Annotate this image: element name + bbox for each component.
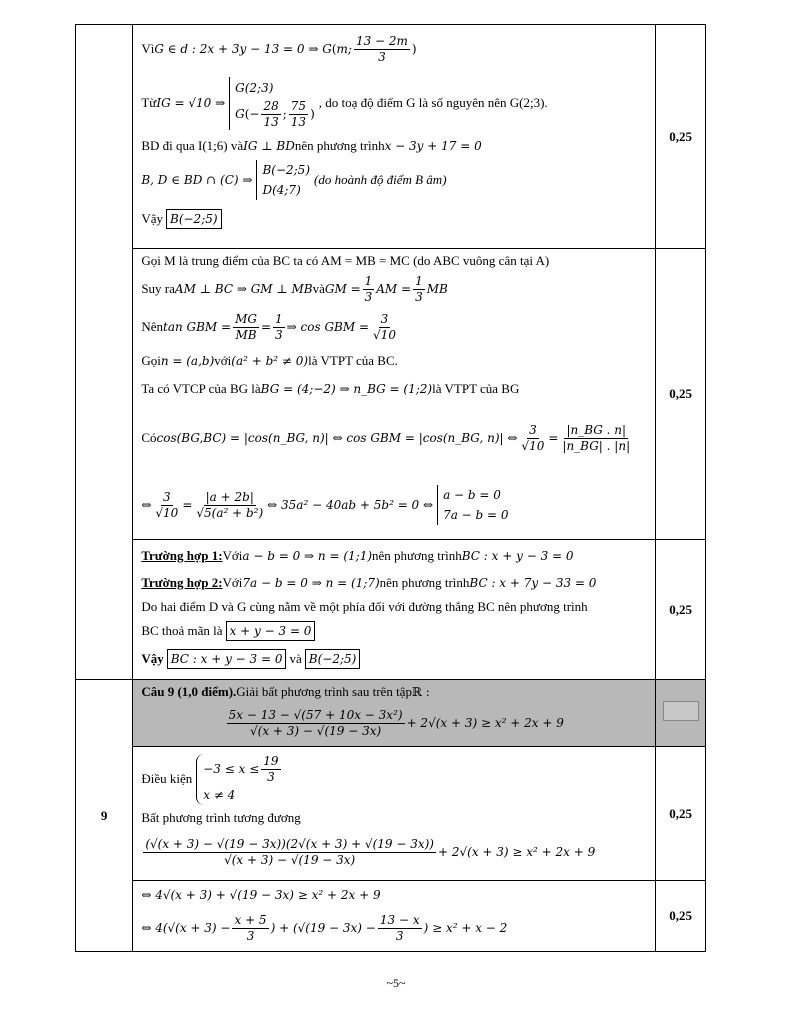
case: 7a − b = 0	[443, 508, 509, 522]
text: Nên	[141, 319, 163, 334]
line	[141, 473, 647, 537]
text: Suy ra	[141, 281, 175, 296]
math: BC : x + 7y − 33 = 0	[469, 576, 597, 590]
score-cell: 0,25	[656, 249, 706, 540]
line	[141, 375, 647, 403]
denominator: 3	[275, 327, 283, 342]
denominator: √10	[373, 327, 396, 342]
text: với	[214, 353, 232, 368]
fraction	[519, 423, 546, 454]
line	[141, 827, 647, 877]
math: + 2√(x + 3) ≥ x² + 2x + 9	[406, 716, 564, 730]
table-row	[76, 249, 706, 540]
fraction	[233, 312, 259, 343]
fraction	[194, 490, 265, 521]
boxed-answer: B(−2;5)	[166, 209, 222, 229]
fraction	[363, 274, 375, 305]
line	[141, 749, 647, 809]
text: Với	[222, 548, 243, 563]
score-cell	[656, 680, 706, 747]
paren: (−	[244, 107, 260, 121]
solution-cell	[133, 249, 656, 540]
line	[141, 271, 647, 307]
score-cell: 0,25	[656, 25, 706, 249]
page-number: ~5~	[386, 976, 406, 990]
text: , do toạ độ điểm G là số nguyên nên G(2;3).	[318, 95, 548, 110]
math: ℝ :	[411, 685, 430, 699]
line	[141, 644, 647, 674]
line	[141, 596, 647, 618]
math: G ∈ d : 2x + 3y − 13 = 0 ⇒ G	[154, 42, 332, 56]
numerator: (√(x + 3) − √(19 − 3x))(2√(x + 3) + √(19 − 3x))	[145, 836, 434, 851]
denominator: 3	[415, 289, 423, 304]
numerator: 3	[529, 422, 537, 437]
solution-cell	[133, 25, 656, 249]
math: AM =	[376, 282, 412, 296]
line	[141, 702, 647, 744]
case	[203, 754, 282, 785]
text: BD đi qua I(1;6) và	[141, 138, 244, 153]
table-row	[76, 747, 706, 881]
text: là VTPT của BG	[432, 381, 520, 396]
fraction	[560, 423, 632, 454]
numerator: 28	[263, 98, 279, 113]
equals: =	[260, 320, 272, 334]
line	[141, 157, 647, 203]
math: GM =	[324, 282, 361, 296]
numerator: 3	[380, 311, 389, 326]
line	[141, 570, 647, 596]
boxed-answer: x + y − 3 = 0	[226, 621, 316, 641]
text: Với	[222, 575, 243, 590]
math: BG = (4;−2) ⇒ n_BG = (1;2)	[260, 382, 433, 396]
math: G	[235, 107, 245, 121]
math: ⇔ 4√(x + 3) + √(19 − 3x) ≥ x² + 2x + 9	[141, 888, 381, 902]
separator: ;	[282, 107, 287, 121]
math: ) ≥ x² + x − 2	[423, 921, 508, 935]
denominator: √10	[155, 505, 179, 520]
table-row	[76, 881, 706, 952]
line	[141, 403, 647, 473]
solution-cell	[133, 881, 656, 952]
question-number-cell: 9	[76, 680, 133, 952]
equals: =	[182, 498, 193, 512]
text: Gọi	[141, 353, 161, 368]
denominator: |n_BG| . |n|	[562, 438, 631, 453]
boxed-answer: B(−2;5)	[305, 649, 361, 669]
math: IG = √10 ⇒	[156, 96, 226, 110]
score-placeholder	[663, 701, 699, 721]
numerator: 75	[290, 98, 307, 113]
score-cell: 0,25	[656, 747, 706, 881]
line	[141, 71, 647, 135]
fraction	[261, 99, 280, 130]
line	[141, 27, 647, 71]
numerator: MG	[235, 311, 257, 326]
denominator: √(x + 3) − √(19 − 3x)	[224, 852, 356, 867]
math: tan GBM =	[163, 320, 232, 334]
fraction	[413, 274, 425, 305]
fraction	[273, 312, 285, 343]
math: ⇒ cos GBM =	[286, 320, 370, 334]
question-title: Câu 9 (1,0 điểm).	[141, 684, 237, 699]
solution-cell	[133, 747, 656, 881]
line	[141, 542, 647, 570]
numerator: |n_BG . n|	[566, 422, 627, 437]
text: Điều kiện	[141, 771, 193, 786]
fraction	[261, 754, 280, 785]
case-bracket	[229, 77, 315, 130]
denominator: 3	[267, 769, 275, 784]
math: MB	[426, 282, 448, 296]
math: cos(BG,BC) = |cos(n_BG, n)| ⇔ cos GBM = |cos(n_BG, n)| ⇔	[156, 431, 518, 445]
math: ⇔ 4(√(x + 3) −	[141, 921, 231, 935]
text: nên phương trình	[379, 575, 470, 590]
math: + 2√(x + 3) ≥ x² + 2x + 9	[437, 845, 596, 859]
solution-table	[75, 24, 706, 952]
math: −3 ≤ x ≤	[203, 762, 260, 776]
numerator: x + 5	[234, 912, 267, 927]
text: Vì	[141, 41, 155, 56]
text: và	[312, 281, 325, 296]
fraction	[354, 34, 410, 65]
denominator: 13	[263, 114, 279, 129]
numerator: 19	[263, 753, 279, 768]
fraction	[143, 837, 436, 868]
text: Bất phương trình tương đương	[141, 810, 301, 825]
math: ⇔ 35a² − 40ab + 5b² = 0 ⇔	[267, 498, 434, 512]
text: là VTPT của BC.	[308, 353, 398, 368]
math: B, D ∈ BD ∩ (C) ⇒	[141, 173, 253, 187]
fraction	[153, 490, 180, 521]
text: Ta có VTCP của BG là	[141, 381, 261, 396]
denominator: 3	[378, 49, 386, 64]
case-bracket	[437, 485, 508, 525]
fraction	[378, 913, 422, 944]
text: nên phương trình	[372, 548, 462, 563]
table-row	[76, 680, 706, 747]
text: Có	[141, 430, 157, 445]
case-label: Trường hợp 1:	[141, 548, 223, 563]
case: G(2;3)	[235, 80, 274, 95]
numerator: 13 − 2m	[355, 33, 408, 48]
line	[141, 307, 647, 347]
numerator: 3	[163, 489, 171, 504]
numerator: 13 − x	[379, 912, 420, 927]
boxed-answer: BC : x + y − 3 = 0	[167, 649, 287, 669]
line	[141, 203, 647, 235]
fraction	[227, 708, 405, 739]
score-cell: 0,25	[656, 540, 706, 680]
line	[141, 251, 647, 271]
math: (a² + b² ≠ 0)	[231, 354, 309, 368]
case: x ≠ 4	[203, 787, 236, 802]
line	[141, 907, 647, 949]
fraction	[232, 913, 268, 944]
denominator: √10	[521, 438, 545, 453]
case-brace	[196, 754, 282, 805]
text: Giải bất phương trình sau trên tập	[236, 684, 412, 699]
question-cell	[133, 680, 656, 747]
denominator: 3	[246, 928, 255, 943]
case-bracket	[256, 160, 310, 200]
math: ⇔	[141, 498, 152, 512]
case	[235, 99, 315, 130]
denominator: 13	[290, 114, 307, 129]
denominator: 3	[364, 289, 373, 304]
line	[141, 135, 647, 157]
fraction	[289, 99, 308, 130]
paren: )	[411, 42, 417, 56]
numerator: 5x − 13 − √(57 + 10x − 3x²)	[228, 707, 403, 722]
math: 7a − b = 0 ⇒ n = (1;7)	[242, 576, 380, 590]
case: B(−2;5)	[262, 163, 311, 177]
math: AM ⊥ BC ⇒ GM ⊥ MB	[174, 282, 313, 296]
text: Gọi M là trung điểm của BC ta có AM = MB = MC (do ABC vuông cân tại A)	[141, 253, 550, 268]
line	[141, 883, 647, 907]
paren: (	[331, 42, 337, 56]
case: a − b = 0	[443, 488, 501, 502]
denominator: 3	[395, 928, 404, 943]
math: BC : x + y − 3 = 0	[461, 549, 574, 563]
case-label: Trường hợp 2:	[141, 575, 223, 590]
table-row	[76, 540, 706, 680]
line	[141, 618, 647, 644]
fraction	[371, 312, 398, 343]
question-number-cell	[76, 25, 133, 680]
paren: )	[310, 107, 315, 121]
equals: =	[548, 431, 559, 445]
text: Do hai điểm D và G cùng nằm về một phía đối với đường thẳng BC nên phương trình	[141, 599, 588, 614]
denominator: √(x + 3) − √(19 − 3x)	[250, 723, 382, 738]
solution-cell	[133, 540, 656, 680]
line	[141, 809, 647, 827]
denominator: MB	[235, 327, 257, 342]
numerator: 1	[275, 311, 283, 326]
text: nên phương trình	[294, 138, 385, 153]
numerator: 1	[415, 273, 423, 288]
numerator: |a + 2b|	[205, 489, 254, 504]
case: D(4;7)	[262, 183, 301, 197]
math: n = (a,b)	[160, 354, 215, 368]
line	[141, 347, 647, 375]
score-cell: 0,25	[656, 881, 706, 952]
text: và	[289, 651, 302, 666]
note: (do hoành độ điểm B âm)	[314, 172, 447, 187]
math: m;	[336, 42, 352, 56]
denominator: √5(a² + b²)	[196, 505, 264, 520]
numerator: 1	[364, 273, 373, 288]
text: Vậy	[141, 211, 163, 226]
math: IG ⊥ BD	[243, 139, 295, 153]
text: Vậy	[141, 651, 164, 666]
text: BC thoả mãn là	[141, 623, 223, 638]
line	[141, 682, 647, 702]
table-row	[76, 25, 706, 249]
math: a − b = 0 ⇒ n = (1;1)	[242, 549, 373, 563]
math: ) + (√(19 − 3x) −	[270, 921, 376, 935]
text: Từ	[141, 95, 157, 110]
math: x − 3y + 17 = 0	[384, 139, 482, 153]
